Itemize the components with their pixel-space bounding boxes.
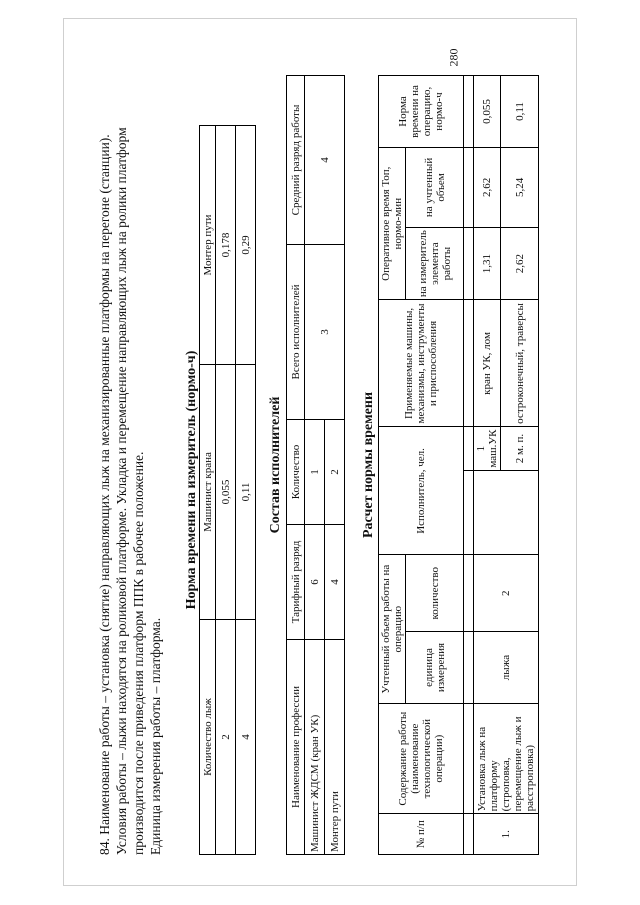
staff-cell: 6 bbox=[305, 525, 325, 640]
calc-spacer-cell bbox=[464, 555, 474, 632]
work-unit: Единица измерения работы – платформа. bbox=[148, 617, 163, 855]
staff-header: Наименование профессии bbox=[287, 640, 305, 855]
calc-spacer-cell bbox=[464, 300, 474, 427]
norm-cell: 2 bbox=[216, 620, 236, 855]
staff-cell: Монтер пути bbox=[325, 640, 345, 855]
calc-row-mach1: кран УК, лом bbox=[474, 300, 501, 427]
calc-spacer-cell bbox=[464, 632, 474, 704]
calc-header-content: Содержание работы (наименование технологической операции) bbox=[379, 703, 464, 813]
norm-cell: 0,11 bbox=[236, 365, 256, 620]
norm-header: Машинист крана bbox=[200, 365, 216, 620]
work-conditions: Условия работы – лыжи находятся на роликовой платформе. Укладка и перемещение направляющих лыж на ролики платформ производится после приведения платформ ППК в рабочее положение. bbox=[114, 127, 146, 855]
staff-total: 3 bbox=[305, 245, 345, 420]
rotated-content bbox=[96, 55, 596, 855]
norm-cell: 0,29 bbox=[236, 126, 256, 365]
staff-heading: Состав исполнителей bbox=[268, 396, 283, 534]
calc-header-qty: количество bbox=[406, 555, 464, 632]
norm-cell: 4 bbox=[236, 620, 256, 855]
calc-row-norm1: 0,055 bbox=[474, 76, 501, 148]
calc-header-machines: Применяемые машины, механизмы, инструменты и приспособления bbox=[379, 300, 464, 427]
calc-row-per-unit1: 1,31 bbox=[474, 227, 501, 300]
staff-cell: 2 bbox=[325, 420, 345, 525]
work-title: 84. Наименование работы – установка (снятие) направляющих лыж на механизированные платформы на перегоне (станции). bbox=[97, 134, 112, 855]
calc-row-norm2: 0,11 bbox=[501, 76, 539, 148]
calc-spacer-cell bbox=[464, 814, 474, 855]
norm-heading: Норма времени на измеритель (нормо-ч) bbox=[184, 350, 199, 610]
calc-row-mach2: остроконечный, траверсы bbox=[501, 300, 539, 427]
staff-cell: Машинист ЖДСМ (кран УК) bbox=[305, 640, 325, 855]
calc-heading: Расчет нормы времени bbox=[361, 391, 376, 539]
calc-spacer-cell bbox=[464, 703, 474, 813]
calc-row-exec-spacer bbox=[474, 470, 539, 555]
calc-row-per-vol2: 5,24 bbox=[501, 147, 539, 227]
calc-spacer-cell bbox=[464, 76, 474, 148]
calc-row-content: Установка лыж на платформу (строповка, перемещение лыж и расстроповка) bbox=[474, 703, 539, 813]
calc-spacer-cell bbox=[464, 427, 474, 470]
calc-spacer-cell bbox=[464, 147, 474, 227]
calc-row-unit: лыжа bbox=[474, 632, 539, 704]
calc-row-per-unit2: 2,62 bbox=[501, 227, 539, 300]
calc-header-norm: Норма времени на операцию, нормо-ч bbox=[379, 76, 464, 148]
calc-spacer-cell bbox=[464, 470, 474, 555]
staff-cell: 1 bbox=[305, 420, 325, 525]
staff-header: Средний разряд работы bbox=[287, 76, 305, 245]
staff-header: Количество bbox=[287, 420, 305, 525]
work-description bbox=[96, 125, 164, 855]
staff-cell: 4 bbox=[325, 525, 345, 640]
norm-cell: 0,178 bbox=[216, 126, 236, 365]
calc-header-exec: Исполнитель, чел. bbox=[379, 427, 464, 555]
calc-header-volume: Учтенный объем работы на операцию bbox=[379, 555, 406, 704]
page-number: 280 bbox=[446, 48, 461, 67]
norm-table bbox=[199, 125, 256, 855]
norm-cell: 0,055 bbox=[216, 365, 236, 620]
calc-header-num: № п/п bbox=[379, 814, 464, 855]
calc-table bbox=[378, 75, 539, 855]
calc-header-optime: Оперативное время Топ, нормо-мин bbox=[379, 147, 406, 299]
calc-row-per-vol1: 2,62 bbox=[474, 147, 501, 227]
norm-header: Монтер пути bbox=[200, 126, 216, 365]
calc-spacer-cell bbox=[464, 227, 474, 300]
calc-row-exec1: 1 маш.УК bbox=[474, 427, 501, 470]
calc-header-per-vol: на учтенный объем bbox=[406, 147, 464, 227]
norm-header: Количество лыж bbox=[200, 620, 216, 855]
staff-table bbox=[286, 75, 345, 855]
calc-header-unit: единица измерения bbox=[406, 632, 464, 704]
calc-row-qty: 2 bbox=[474, 555, 539, 632]
staff-avg-grade: 4 bbox=[305, 76, 345, 245]
calc-row-exec2: 2 м. п. bbox=[501, 427, 539, 470]
staff-header: Тарифный разряд bbox=[287, 525, 305, 640]
calc-header-per-unit: на измеритель элемента работы bbox=[406, 227, 464, 300]
staff-header: Всего исполнителей bbox=[287, 245, 305, 420]
calc-row-num: 1. bbox=[474, 814, 539, 855]
